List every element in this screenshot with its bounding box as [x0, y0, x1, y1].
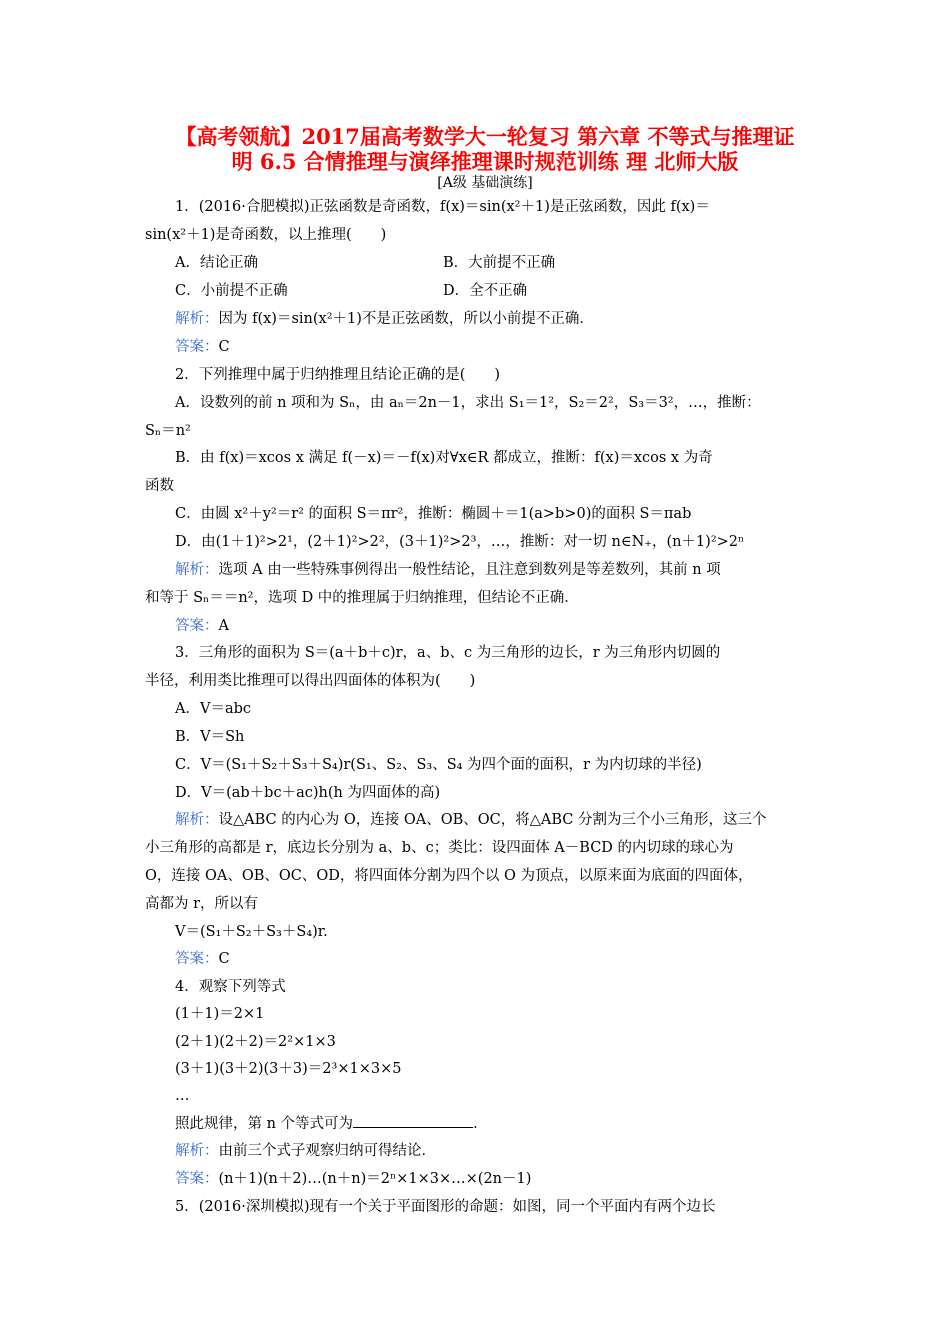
q1-option-c: C．小前提不正确: [175, 283, 288, 299]
q1-analysis: [175, 309, 594, 329]
analysis-label: 解析：: [175, 562, 219, 578]
q3-answer-text: C: [218, 951, 230, 967]
answer-label: 答案：: [175, 618, 219, 634]
q4-answer-text: (n＋1)(n＋2)…(n＋n)＝2ⁿ×1×3×…×(2n－1): [218, 1171, 532, 1187]
q2-stem: 2．下列推理中属于归纳推理且结论正确的是( ): [175, 367, 501, 383]
q4-equation-1: (1＋1)＝2×1: [175, 1006, 265, 1022]
q3-option-d: D．V＝(ab＋bc＋ac)h(h 为四面体的高): [175, 785, 441, 801]
document-title-line-2: 明 6.5 合情推理与演绎推理课时规范训练 理 北师大版: [231, 149, 739, 174]
q4-equation-3: (3＋1)(3＋2)(3＋3)＝2³×1×3×5: [175, 1061, 402, 1077]
q4-rule-text: 照此规律，第 n 个等式可为: [175, 1116, 354, 1132]
q1-answer-text: C: [218, 339, 230, 355]
q3-analysis-text: 设△ABC 的内心为 O，连接 OA、OB、OC，将△ABC 分割为三个小三角形，这三个: [218, 812, 767, 828]
q3-analysis-line-1: [175, 810, 767, 830]
q3-analysis-line-4: 高都为 r，所以有: [145, 896, 259, 912]
q1-stem-line-2: sin(x²＋1)是奇函数，以上推理( ): [145, 227, 387, 243]
q5-stem-line-1: 5．(2016·深圳模拟)现有一个关于平面图形的命题：如图，同一个平面内有两个边长: [175, 1199, 716, 1215]
q4-rule-end: ．: [473, 1116, 488, 1132]
answer-label: 答案：: [175, 1171, 219, 1187]
q2-analysis-line-1: [175, 560, 721, 580]
q1-option-b: B．大前提不正确: [443, 255, 556, 271]
q2-analysis-text: 选项 A 由一些特殊事例得出一般性结论，且注意到数列是等差数列，其前 n 项: [218, 562, 721, 578]
q3-option-b: B．V＝Sh: [175, 729, 245, 745]
q2-option-a-line-2: Sₙ＝n²: [145, 423, 191, 439]
q3-stem-line-1: 3．三角形的面积为 S＝(a＋b＋c)r，a、b、c 为三角形的边长，r 为三角形内切圆的: [175, 645, 721, 661]
document-title-line-1: 【高考领航】2017届高考数学大一轮复习 第六章 不等式与推理证: [175, 124, 795, 149]
q4-answer: [175, 1169, 531, 1189]
q2-option-d: D．由(1＋1)²>2¹，(2＋1)²>2²，(3＋1)²>2³，…，推断：对一切 n∈N₊，(n＋1)²>2ⁿ: [175, 534, 745, 550]
q3-option-c: C．V＝(S₁＋S₂＋S₃＋S₄)r(S₁、S₂、S₃、S₄ 为四个面的面积，r 为内切球的半径): [175, 757, 702, 773]
q3-option-a: A．V＝abc: [175, 701, 251, 717]
q2-option-a-line-1: A．设数列的前 n 项和为 Sₙ，由 aₙ＝2n－1，求出 S₁＝1²，S₂＝2²，S₃＝3²，…，推断：: [175, 395, 761, 411]
q3-analysis-line-2: 小三角形的高都是 r，底边长分别为 a、b、c；类比：设四面体 A－BCD 的内切球的球心为: [145, 840, 734, 856]
q3-answer: [175, 949, 230, 969]
q2-option-c: C．由圆 x²＋y²＝r² 的面积 S＝πr²，推断：椭圆＋＝1(a>b>0)的面积 S＝πab: [175, 506, 692, 522]
q4-analysis-text: 由前三个式子观察归纳可得结论．: [218, 1143, 436, 1159]
analysis-label: 解析：: [175, 311, 219, 327]
level-heading: [A级 基础演练]: [437, 175, 533, 191]
q2-answer: [175, 616, 229, 636]
q1-option-d: D．全不正确: [443, 283, 528, 299]
answer-label: 答案：: [175, 951, 219, 967]
analysis-label: 解析：: [175, 812, 219, 828]
answer-label: 答案：: [175, 339, 219, 355]
q4-stem: 4．观察下列等式: [175, 979, 286, 995]
q4-analysis: [175, 1141, 436, 1161]
q1-analysis-text: 因为 f(x)＝sin(x²＋1)不是正弦函数，所以小前提不正确．: [218, 311, 594, 327]
q4-equation-2: (2＋1)(2＋2)＝2²×1×3: [175, 1034, 336, 1050]
q2-option-b-line-2: 函数: [145, 478, 174, 494]
q4-ellipsis: …: [175, 1088, 190, 1104]
q1-answer: [175, 337, 230, 357]
q4-rule: [175, 1114, 488, 1134]
analysis-label: 解析：: [175, 1143, 219, 1159]
q3-analysis-line-3: O，连接 OA、OB、OC、OD，将四面体分割为四个以 O 为顶点，以原来面为底面的四面体，: [145, 868, 753, 884]
q2-analysis-line-2: 和等于 Sₙ＝＝n²，选项 D 中的推理属于归纳推理，但结论不正确．: [145, 590, 579, 606]
q3-stem-line-2: 半径，利用类比推理可以得出四面体的体积为( ): [145, 673, 476, 689]
q2-answer-text: A: [218, 618, 229, 634]
answer-blank: [353, 1114, 473, 1128]
q1-stem-line-1: 1．(2016·合肥模拟)正弦函数是奇函数，f(x)＝sin(x²＋1)是正弦函数，因此 f(x)＝: [175, 199, 710, 215]
q3-analysis-formula: V＝(S₁＋S₂＋S₃＋S₄)r.: [175, 924, 328, 940]
q1-option-a: A．结论正确: [175, 255, 258, 271]
q2-option-b-line-1: B．由 f(x)＝xcos x 满足 f(－x)＝－f(x)对∀x∈R 都成立，推断：f(x)＝xcos x 为奇: [175, 450, 713, 466]
